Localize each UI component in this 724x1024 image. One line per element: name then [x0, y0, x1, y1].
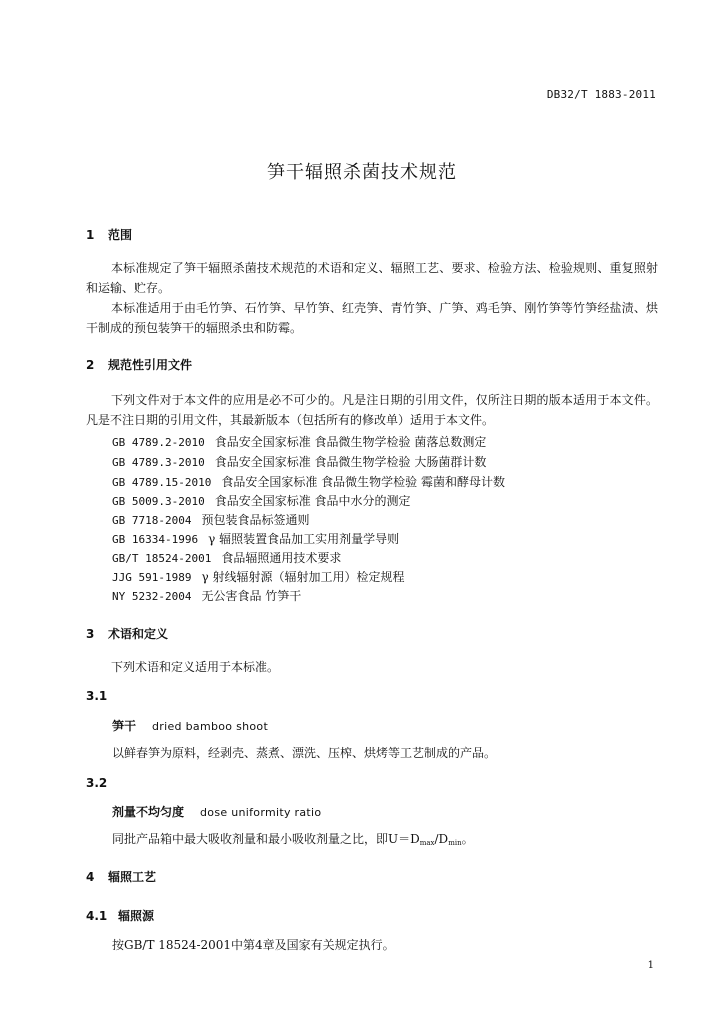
- section-number: 3: [86, 627, 95, 641]
- section-title: 规范性引用文件: [108, 358, 193, 372]
- reference-item: GB 4789.15-2010 食品安全国家标准 食品微生物学检验 霉菌和酵母计数: [112, 475, 505, 489]
- section-4-heading: [86, 868, 156, 885]
- term-en: dose uniformity ratio: [200, 806, 322, 819]
- section-number: 4: [86, 870, 95, 884]
- section-3-heading: [86, 625, 168, 642]
- radiation-source-paragraph: 按GB/T 18524-2001中第4章及国家有关规定执行。: [112, 938, 395, 952]
- section-number: 2: [86, 358, 95, 372]
- section-2-heading: [86, 356, 192, 373]
- reference-item: GB/T 18524-2001 食品辐照通用技术要求: [112, 551, 342, 565]
- scope-paragraph-2: 本标准适用于由毛竹笋、石竹笋、早竹笋、红壳笋、青竹笋、广笋、鸡毛笋、刚竹笋等竹笋经盐渍、烘干制成的预包装笋干的辐照杀虫和防霉。: [86, 301, 658, 335]
- reference-item: GB 16334-1996 γ 辐照装置食品加工实用剂量学导则: [112, 532, 400, 546]
- term-3-2-definition: 同批产品箱中最大吸收剂量和最小吸收剂量之比，即$U=D_{max}/D_{min}$。: [112, 832, 474, 847]
- references-intro: 下列文件对于本文件的应用是必不可少的。凡是注日期的引用文件，仅所注日期的版本适用于本文件。凡是不注日期的引用文件，其最新版本（包括所有的修改单）适用于本文件。: [86, 393, 658, 427]
- section-number: 4.1: [86, 909, 108, 923]
- term-3-2-number: 3.2: [86, 776, 108, 790]
- term-zh: 笋干: [112, 719, 137, 733]
- section-title: 范围: [108, 228, 133, 242]
- section-title: 辐照源: [118, 909, 155, 923]
- section-title: 术语和定义: [108, 627, 169, 641]
- reference-item: NY 5232-2004 无公害食品 竹笋干: [112, 589, 302, 603]
- term-3-1: [112, 717, 268, 734]
- reference-item: GB 7718-2004 预包装食品标签通则: [112, 513, 310, 527]
- term-zh: 剂量不均匀度: [112, 805, 185, 819]
- reference-item: JJG 591-1989 γ 射线辐射源（辐射加工用）检定规程: [112, 570, 405, 584]
- reference-item: GB 4789.2-2010 食品安全国家标准 食品微生物学检验 菌落总数测定: [112, 435, 487, 449]
- document-id: DB32/T 1883-2011: [546, 88, 656, 101]
- term-3-1-number: 3.1: [86, 689, 108, 703]
- scope-paragraph-1: 本标准规定了笋干辐照杀菌技术规范的术语和定义、辐照工艺、要求、检验方法、检验规则、重复照射和运输、贮存。: [86, 261, 658, 295]
- section-4-1-heading: [86, 907, 154, 924]
- section-title: 辐照工艺: [108, 870, 157, 884]
- reference-item: GB 5009.3-2010 食品安全国家标准 食品中水分的测定: [112, 494, 411, 508]
- page-number: 1: [647, 960, 654, 971]
- term-en: dried bamboo shoot: [152, 720, 269, 733]
- document-title: 笋干辐照杀菌技术规范: [267, 162, 457, 183]
- term-3-1-definition: 以鲜春笋为原料，经剥壳、蒸煮、漂洗、压榨、烘烤等工艺制成的产品。: [112, 746, 497, 760]
- section-number: 1: [86, 228, 95, 242]
- section-1-heading: [86, 226, 132, 243]
- term-3-2: [112, 803, 321, 820]
- reference-item: GB 4789.3-2010 食品安全国家标准 食品微生物学检验 大肠菌群计数: [112, 455, 487, 469]
- terms-intro: 下列术语和定义适用于本标准。: [111, 660, 280, 674]
